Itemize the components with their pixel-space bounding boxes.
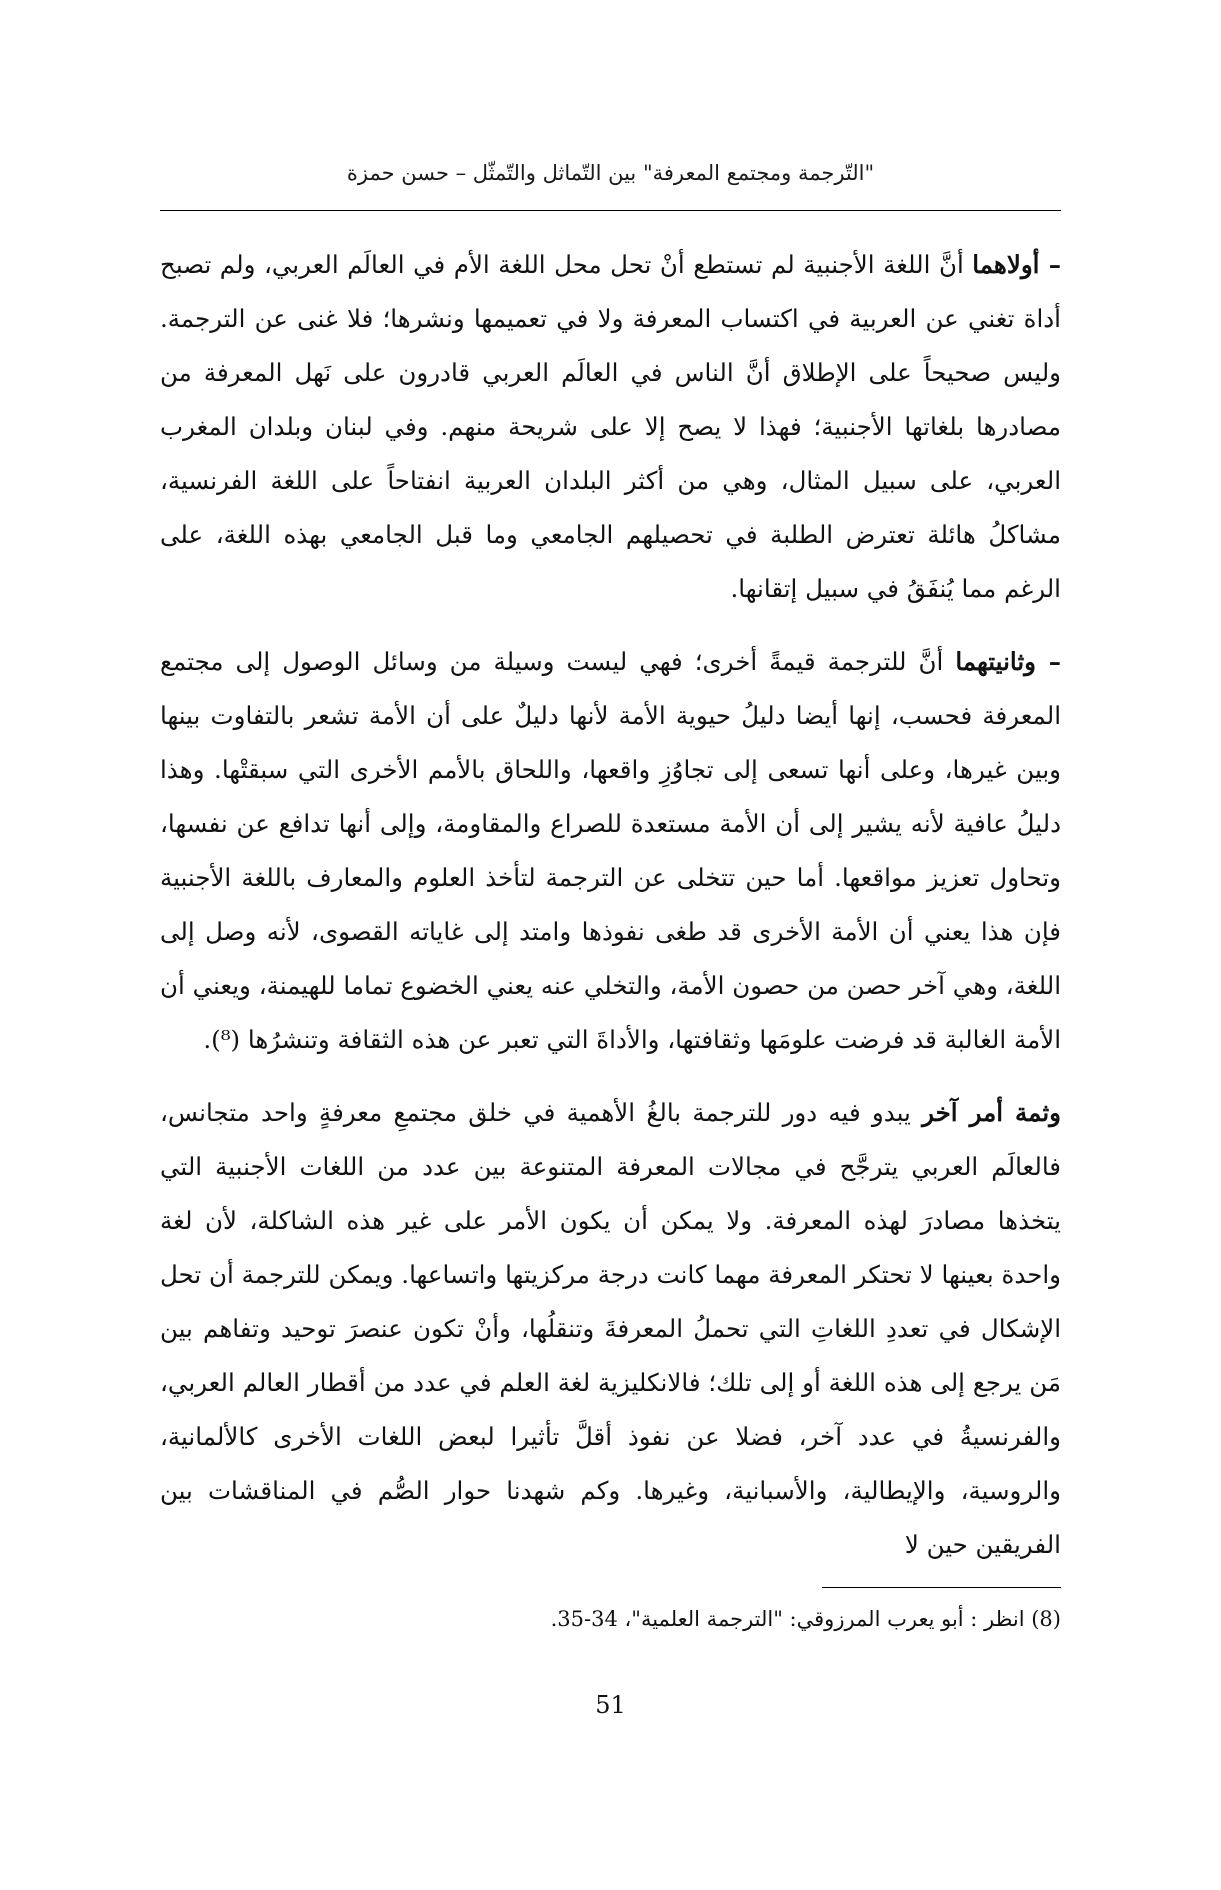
footnote-divider (822, 1587, 1061, 1588)
footnote: (8) انظر : أبو يعرب المرزوقي: "الترجمة العلمية"، 34-35. (550, 1607, 1061, 1631)
paragraph-lead: وثمة أمر آخر (922, 1098, 1061, 1127)
paragraph-another-matter (160, 1086, 1061, 1572)
paragraph-lead: – أولاهما (972, 250, 1061, 279)
paragraph-second-point (160, 635, 1061, 1067)
paragraph-body: أنَّ اللغة الأجنبية لم تستطع أنْ تحل محل اللغة الأم في العالَم العربي، ولم تصبح أداة تغني عن العربية في اكتساب المعرفة ولا في تعميمها ونشرها؛ فلا غنى عن الترجمة. وليس صحيحاً على الإطلاق أنَّ الناس في العالَم العربي قادرون على نَهل المعرفة من مصادرها بلغاتها الأجنبية؛ فهذا لا يصح إلا على شريحة منهم. وفي لبنان وبلدان المغرب العربي، على سبيل المثال، وهي من أكثر البلدان العربية انفتاحاً على اللغة الفرنسية، مشاكلُ هائلة تعترض الطلبة في تحصيلهم الجامعي وما قبل الجامعي بهذه اللغة، على الرغم مما يُنفَقُ في سبيل إتقانها. (160, 250, 1061, 603)
paragraph-body: أنَّ للترجمة قيمةً أخرى؛ فهي ليست وسيلة من وسائل الوصول إلى مجتمع المعرفة فحسب، إنها أيضا دليلُ حيوية الأمة لأنها دليلٌ على أن الأمة تشعر بالتفاوت بينها وبين غيرها، وعلى أنها تسعى إلى تجاوُزِ واقعها، واللحاق بالأمم الأخرى التي سبقتْها. وهذا دليلُ عافية لأنه يشير إلى أن الأمة مستعدة للصراع والمقاومة، وإلى أنها تدافع عن نفسها، وتحاول تعزيز مواقعها. أما حين تتخلى عن الترجمة لتأخذ العلوم والمعارف باللغة الأجنبية فإن هذا يعني أن الأمة الأخرى قد طغى نفوذها وامتد إلى غاياته القصوى، لأنه وصل إلى اللغة، وهي آخر حصن من حصون الأمة، والتخلي عنه يعني الخضوع تماما للهيمنة، ويعني أن الأمة الغالبة قد فرضت علومَها وثقافتها، والأداةَ التي تعبر عن هذه الثقافة وتنشرُها (⁸). (160, 647, 1061, 1054)
paragraph-lead: – وثانيتهما (955, 647, 1062, 676)
paragraph-first-point (160, 238, 1061, 616)
header-divider (160, 210, 1061, 211)
running-header-title: "التّرجمة ومجتمع المعرفة" بين التّماثل والتّمثّل – حسن حمزة (346, 161, 875, 185)
page-number: 51 (595, 1691, 626, 1719)
paragraph-body: يبدو فيه دور للترجمة بالغُ الأهمية في خلق مجتمعِ معرفةٍ واحد متجانس، فالعالَم العربي يترجَّح في مجالات المعرفة المتنوعة بين عدد من اللغات الأجنبية التي يتخذها مصادرَ لهذه المعرفة. ولا يمكن أن يكون الأمر على غير هذه الشاكلة، لأن لغة واحدة بعينها لا تحتكر المعرفة مهما كانت درجة مركزيتها واتساعها. ويمكن للترجمة أن تحل الإشكال في تعددِ اللغاتِ التي تحملُ المعرفةَ وتنقلُها، وأنْ تكون عنصرَ توحيد وتفاهم بين مَن يرجع إلى هذه اللغة أو إلى تلك؛ فالانكليزية لغة العلم في عدد من أقطار العالم العربي، والفرنسيةُ في عدد آخر، فضلا عن نفوذ أقلَّ تأثيرا لبعض اللغات الأخرى كالألمانية، والروسية، والإيطالية، والأسبانية، وغيرها. وكم شهدنا حوار الصُّم في المناقشات بين الفريقين حين لا (160, 1098, 1061, 1559)
main-text (160, 238, 1061, 1572)
